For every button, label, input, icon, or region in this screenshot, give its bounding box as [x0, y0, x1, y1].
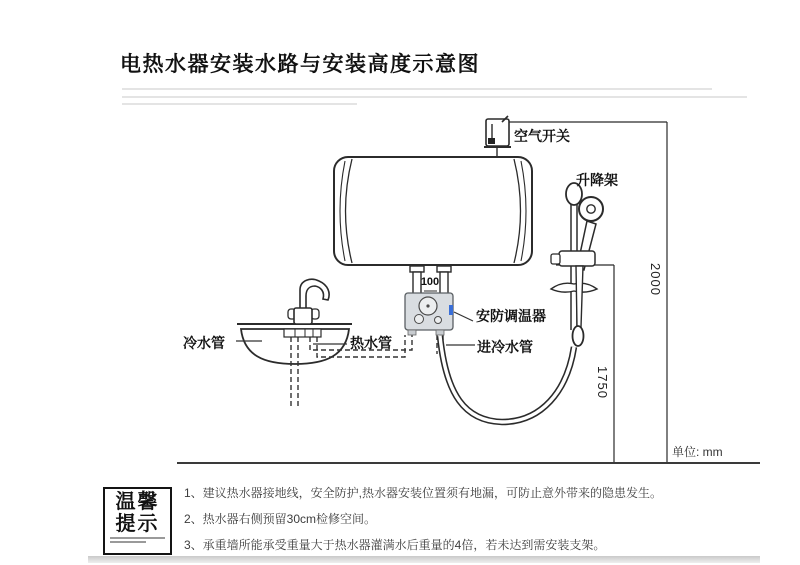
air-switch-label: 空气开关 — [514, 128, 570, 144]
bottom-shadow-bar — [88, 556, 760, 563]
watermark-line — [122, 103, 357, 105]
warm-tips-badge — [103, 487, 172, 555]
water-heater-tank — [334, 157, 532, 265]
cold-pipe-label: 冷水管 — [183, 335, 225, 351]
note-2: 2、热水器右侧预留30cm检修空间。 — [184, 512, 377, 526]
watermark-line — [122, 96, 747, 98]
thermostat-box — [405, 293, 453, 335]
sink-drain — [284, 329, 321, 337]
note-1: 1、建议热水器接地线，安全防护,热水器安装位置须有地漏，可防止意外带来的隐患发生。 — [184, 486, 663, 500]
shower-lift-rack — [551, 183, 603, 346]
dim-100: 100 — [420, 276, 440, 288]
installation-notes — [184, 486, 769, 564]
warm-tips-text-top: 温馨 — [115, 491, 160, 513]
inlet-pipe-label: 进冷水管 — [477, 339, 533, 355]
rail-clamp — [559, 251, 595, 266]
wing-bracket — [551, 283, 597, 292]
warm-tips-text-bottom: 提示 — [115, 513, 160, 535]
hose-connector — [573, 326, 584, 346]
badge-fine-print-line — [110, 537, 165, 539]
badge-fine-print-line — [110, 541, 146, 543]
thermostat-blue-mark — [449, 305, 453, 315]
leader-thermostat — [454, 312, 473, 321]
note-3: 3、承重墙所能承受重量大于热水器灌满水后重量的4倍，若未达到需安装支架。 — [184, 538, 606, 552]
lift-rack-label: 升降架 — [576, 172, 618, 188]
watermark-line — [122, 88, 712, 90]
unit-label: 单位: mm — [672, 445, 723, 459]
page-title: 电热水器安装水路与安装高度示意图 — [120, 53, 480, 76]
faucet — [288, 279, 329, 324]
thermostat-label: 安防调温器 — [476, 308, 546, 324]
dim-1750: 1750 — [595, 366, 610, 399]
dim-2000: 2000 — [648, 263, 663, 296]
hot-pipe-label: 热水管 — [350, 335, 392, 351]
air-switch-icon — [484, 116, 511, 158]
